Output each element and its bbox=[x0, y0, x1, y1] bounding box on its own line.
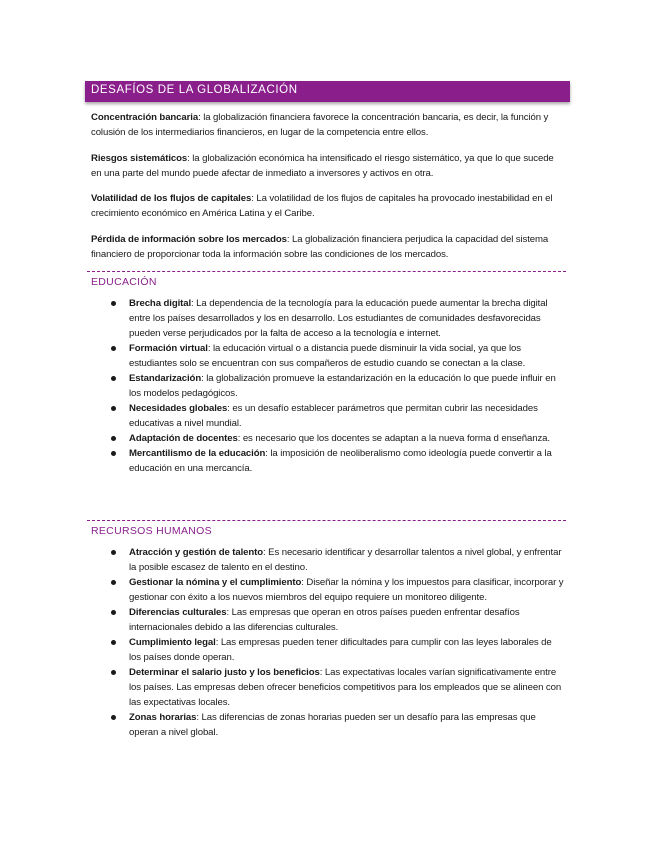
section-divider bbox=[87, 520, 566, 521]
paragraph-text: : La volatilidad de los flujos de capitales ha provocado inestabilidad en el crecimiento económico en América Latina y el Caribe. bbox=[91, 193, 553, 219]
section-divider bbox=[87, 271, 566, 272]
paragraph-text: : La globalización financiera perjudica la capacidad del sistema financiero de proporcionar toda la información sobre las condiciones de los mercados. bbox=[91, 234, 549, 260]
item-term: Zonas horarias bbox=[129, 712, 197, 723]
list-item bbox=[91, 371, 566, 401]
item-term: Diferencias culturales bbox=[129, 607, 227, 618]
list-item bbox=[91, 605, 566, 635]
intro-paragraph bbox=[91, 191, 566, 221]
list-item bbox=[91, 341, 566, 371]
item-text: : Las expectativas locales varían significativamente entre los países. Las empresas deben ofrecer beneficios competitivos para los empleados que se alineen con las expectativas locales. bbox=[129, 667, 562, 708]
item-term: Gestionar la nómina y el cumplimiento bbox=[129, 577, 302, 588]
list-item bbox=[91, 296, 566, 341]
item-text: : la globalización promueve la estandarización en la educación lo que puede influir en los modelos pedagógicos. bbox=[129, 373, 556, 399]
bullet-icon bbox=[111, 670, 116, 675]
bullet-icon bbox=[111, 610, 116, 615]
item-term: Atracción y gestión de talento bbox=[129, 547, 264, 558]
bullet-icon bbox=[111, 715, 116, 720]
list-item bbox=[91, 545, 566, 575]
item-text: : Las diferencias de zonas horarias pueden ser un desafío para las empresas que operan a nivel global. bbox=[129, 712, 536, 738]
paragraph-term: Volatilidad de los flujos de capitales bbox=[91, 193, 252, 204]
intro-paragraph bbox=[91, 110, 566, 140]
paragraph-term: Concentración bancaria bbox=[91, 112, 199, 123]
item-term: Cumplimiento legal bbox=[129, 637, 216, 648]
list-item bbox=[91, 446, 566, 476]
item-text: : Es necesario identificar y desarrollar talentos a nivel global, y enfrentar la posible escasez de talento en el destino. bbox=[129, 547, 562, 573]
paragraph-term: Pérdida de información sobre los mercados bbox=[91, 234, 287, 245]
item-term: Mercantilismo de la educación bbox=[129, 448, 266, 459]
paragraph-text: : la globalización económica ha intensificado el riesgo sistemático, ya que lo que sucede en una parte del mundo puede afectar de inmediato a inversores y activos en otra. bbox=[91, 153, 554, 179]
item-text: : la educación virtual o a distancia puede disminuir la vida social, ya que los estudiantes solo se encuentran con sus compañeros de estudio cuando se conectan a la clase. bbox=[129, 343, 526, 369]
intro-paragraph bbox=[91, 232, 566, 262]
section-banner bbox=[85, 81, 570, 102]
bullet-icon bbox=[111, 376, 116, 381]
bullet-icon bbox=[111, 301, 116, 306]
item-term: Estandarización bbox=[129, 373, 202, 384]
item-text: : la imposición de neoliberalismo como ideología puede convertir a la educación en una mercancía. bbox=[129, 448, 552, 474]
bullet-icon bbox=[111, 436, 116, 441]
list-item bbox=[91, 431, 566, 446]
list-item bbox=[91, 710, 566, 740]
item-text: : Las empresas que operan en otros países pueden enfrentar desafíos internacionales debido a las diferencias culturales. bbox=[129, 607, 520, 633]
item-text: : es necesario que los docentes se adaptan a la nueva forma d enseñanza. bbox=[237, 433, 550, 444]
bullet-icon bbox=[111, 406, 116, 411]
item-text: : La dependencia de la tecnología para la educación puede aumentar la brecha digital entre los países desarrollados y los en desarrollo. Los estudiantes de comunidades desfavorecidas pueden verse perjudicados por la falta de acceso a la tecnología e internet. bbox=[129, 298, 548, 339]
intro-paragraph bbox=[91, 151, 566, 181]
bullet-icon bbox=[111, 580, 116, 585]
item-text: : es un desafío establecer parámetros que permitan cubrir las necesidades educativas a nivel mundial. bbox=[129, 403, 538, 429]
bullet-icon bbox=[111, 640, 116, 645]
item-term: Brecha digital bbox=[129, 298, 192, 309]
hr-heading: RECURSOS HUMANOS bbox=[91, 525, 212, 537]
paragraph-term: Riesgos sistemáticos bbox=[91, 153, 188, 164]
item-text: : Las empresas pueden tener dificultades para cumplir con las leyes laborales de los países donde operan. bbox=[129, 637, 552, 663]
list-item bbox=[91, 665, 566, 710]
banner-title: DESAFÍOS DE LA GLOBALIZACIÓN bbox=[91, 84, 298, 96]
list-item bbox=[91, 575, 566, 605]
education-heading: EDUCACIÓN bbox=[91, 276, 157, 288]
paragraph-text: : la globalización financiera favorece la concentración bancaria, es decir, la función y colusión de los intermediarios financieros, en lugar de la competencia entre ellos. bbox=[91, 112, 549, 138]
hr-list bbox=[91, 545, 566, 740]
bullet-icon bbox=[111, 346, 116, 351]
education-list bbox=[91, 296, 566, 476]
item-term: Adaptación de docentes bbox=[129, 433, 238, 444]
item-term: Formación virtual bbox=[129, 343, 208, 354]
item-text: : Diseñar la nómina y los impuestos para clasificar, incorporar y gestionar con éxito a los nuevos miembros del equipo requiere un monitoreo diligente. bbox=[129, 577, 564, 603]
bullet-icon bbox=[111, 451, 116, 456]
item-term: Determinar el salario justo y los beneficios bbox=[129, 667, 320, 678]
item-term: Necesidades globales bbox=[129, 403, 228, 414]
list-item bbox=[91, 635, 566, 665]
list-item bbox=[91, 401, 566, 431]
bullet-icon bbox=[111, 550, 116, 555]
